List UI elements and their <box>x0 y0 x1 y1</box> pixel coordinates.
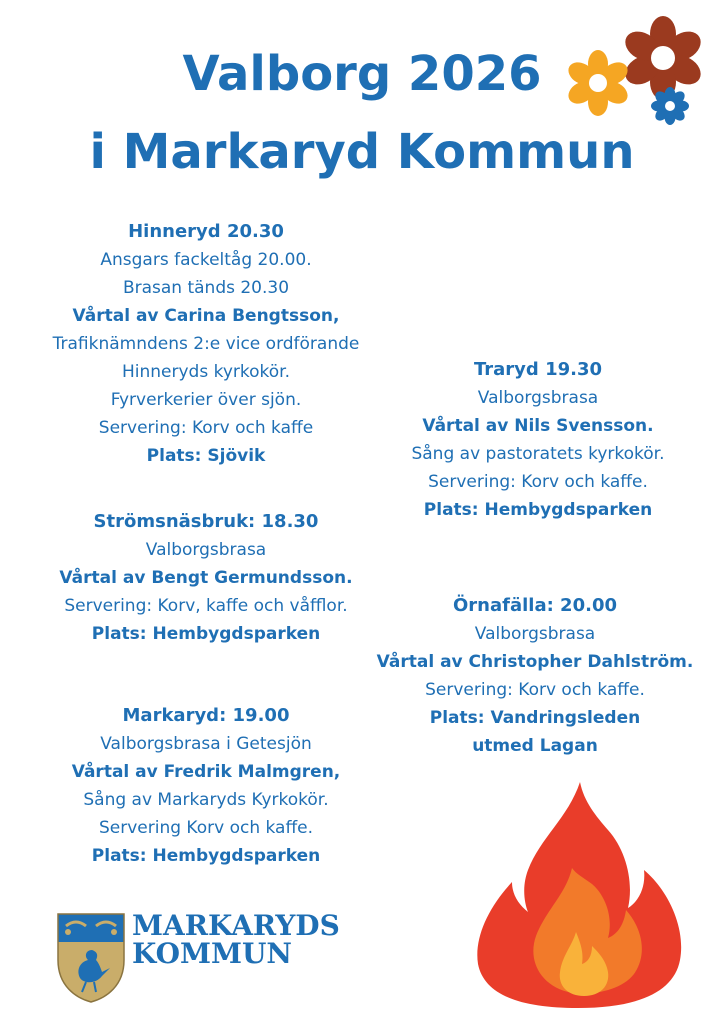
event-place: Plats: Hembygdsparken <box>91 624 321 644</box>
flame-icon <box>468 778 688 1008</box>
event-line: Servering Korv och kaffe. <box>98 818 314 838</box>
logo-text <box>132 909 340 970</box>
event-line: Sång av Markaryds Kyrkokör. <box>83 790 329 810</box>
event-place: Plats: Vandringsleden <box>429 708 641 728</box>
event-heading: Hinneryd 20.30 <box>128 221 284 242</box>
page-title-line-2: i Markaryd Kommun <box>89 124 635 180</box>
logo-line-2: KOMMUN <box>132 937 292 970</box>
event-line: Sång av pastoratets kyrkokör. <box>411 444 665 464</box>
event-ornafalla <box>360 592 710 760</box>
event-line: Brasan tänds 20.30 <box>122 278 290 298</box>
event-line: Valborgsbrasa <box>477 388 599 408</box>
event-speech: Vårtal av Fredrik Malmgren, <box>71 762 341 782</box>
event-place: utmed Lagan <box>472 736 598 756</box>
event-line: Valborgsbrasa <box>145 540 267 560</box>
event-line: Valborgsbrasa i Getesjön <box>100 734 312 754</box>
event-heading: Traryd 19.30 <box>473 359 603 380</box>
event-speech: Vårtal av Christopher Dahlström. <box>376 652 694 672</box>
event-heading: Örnafälla: 20.00 <box>452 595 617 616</box>
event-traryd <box>368 356 708 524</box>
event-line: Fyrverkerier över sjön. <box>110 390 302 410</box>
event-place: Plats: Sjövik <box>146 446 266 466</box>
coat-of-arms-icon <box>56 912 126 1004</box>
event-hinneryd <box>6 218 406 470</box>
event-markaryd <box>6 702 406 870</box>
event-line: Valborgsbrasa <box>474 624 596 644</box>
logo-line-1: MARKARYDS <box>132 909 340 942</box>
event-speech: Vårtal av Bengt Germundsson. <box>59 568 353 588</box>
flowers-icon <box>560 10 710 130</box>
event-stromsnasbruk <box>6 508 406 648</box>
event-line: Servering: Korv och kaffe. <box>428 472 648 492</box>
event-heading: Strömsnäsbruk: 18.30 <box>93 511 319 532</box>
event-heading: Markaryd: 19.00 <box>122 705 290 726</box>
event-line: Trafiknämndens 2:e vice ordförande <box>52 334 360 354</box>
markaryds-kommun-logo <box>56 909 356 1007</box>
event-line: Hinneryds kyrkokör. <box>121 362 291 382</box>
event-speech: Vårtal av Nils Svensson. <box>422 416 654 436</box>
event-line: Servering: Korv och kaffe. <box>425 680 645 700</box>
event-line: Servering: Korv och kaffe <box>98 418 314 438</box>
event-place: Plats: Hembygdsparken <box>423 500 653 520</box>
event-line: Servering: Korv, kaffe och våfflor. <box>64 596 348 616</box>
event-line: Ansgars fackeltåg 20.00. <box>100 250 312 270</box>
page-title-line-1: Valborg 2026 <box>182 46 542 102</box>
event-speech: Vårtal av Carina Bengtsson, <box>72 306 340 326</box>
event-place: Plats: Hembygdsparken <box>91 846 321 866</box>
